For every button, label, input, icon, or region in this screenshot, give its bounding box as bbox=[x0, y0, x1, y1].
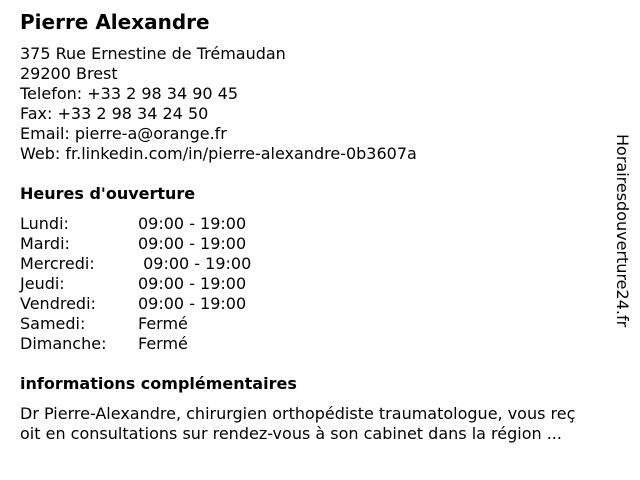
day-hours: Fermé bbox=[138, 334, 188, 353]
email-address: Email: pierre-a@orange.fr bbox=[20, 124, 227, 143]
hours-row-wednesday bbox=[20, 254, 320, 274]
website-url: Web: fr.linkedin.com/in/pierre-alexandre-0b3607a bbox=[20, 144, 417, 163]
day-hours: 09:00 - 19:00 bbox=[138, 254, 252, 273]
fax-number: Fax: +33 2 98 34 24 50 bbox=[20, 104, 209, 123]
day-label: Vendredi: bbox=[20, 294, 96, 313]
info-line-1: Dr Pierre-Alexandre, chirurgien orthopédiste traumatologue, vous reç bbox=[20, 404, 576, 423]
info-heading: informations complémentaires bbox=[20, 374, 297, 393]
address-city: 29200 Brest bbox=[20, 64, 118, 83]
opening-hours-table bbox=[20, 214, 320, 354]
contact-block bbox=[20, 44, 417, 164]
info-description bbox=[20, 404, 628, 444]
site-watermark bbox=[612, 134, 636, 370]
day-hours: 09:00 - 19:00 bbox=[138, 234, 247, 253]
day-label: Dimanche: bbox=[20, 334, 107, 353]
day-label: Mercredi: bbox=[20, 254, 95, 273]
hours-heading: Heures d'ouverture bbox=[20, 184, 196, 203]
hours-row-sunday bbox=[20, 334, 320, 354]
day-hours: Fermé bbox=[138, 314, 188, 333]
day-hours: 09:00 - 19:00 bbox=[138, 274, 247, 293]
watermark-text: Horairesdouverture24.fr bbox=[613, 134, 632, 328]
day-hours: 09:00 - 19:00 bbox=[138, 214, 247, 233]
day-label: Mardi: bbox=[20, 234, 70, 253]
business-name: Pierre Alexandre bbox=[20, 10, 210, 34]
hours-row-thursday bbox=[20, 274, 320, 294]
day-label: Lundi: bbox=[20, 214, 69, 233]
day-label: Samedi: bbox=[20, 314, 86, 333]
info-line-2: oit en consultations sur rendez-vous à son cabinet dans la région ... bbox=[20, 424, 562, 443]
hours-row-friday bbox=[20, 294, 320, 314]
hours-row-saturday bbox=[20, 314, 320, 334]
day-hours: 09:00 - 19:00 bbox=[138, 294, 247, 313]
hours-row-tuesday bbox=[20, 234, 320, 254]
hours-row-monday bbox=[20, 214, 320, 234]
phone-number: Telefon: +33 2 98 34 90 45 bbox=[20, 84, 239, 103]
address-street: 375 Rue Ernestine de Trémaudan bbox=[20, 44, 286, 63]
day-label: Jeudi: bbox=[20, 274, 65, 293]
